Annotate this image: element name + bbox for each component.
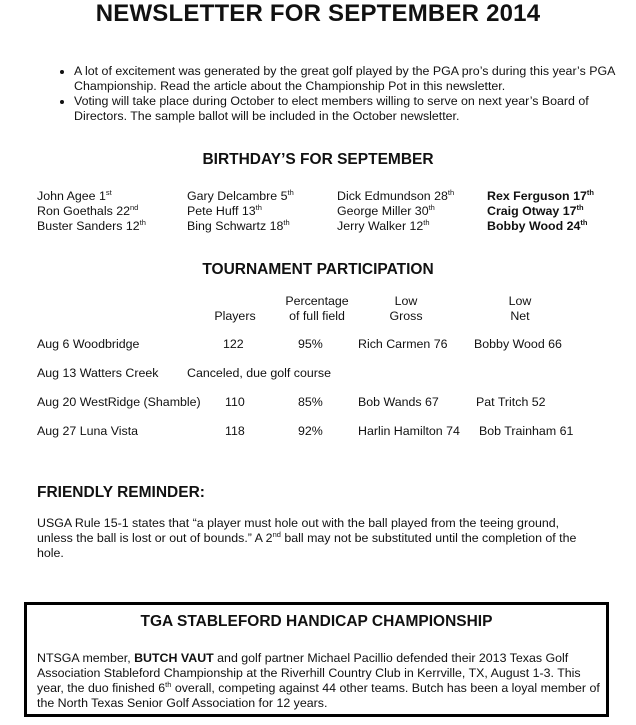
birthday-column-bold [487, 189, 594, 234]
reminder-heading: FRIENDLY REMINDER: [37, 484, 205, 501]
birthday-column [187, 189, 294, 234]
birthday-column [37, 189, 146, 234]
championship-heading: TGA STABLEFORD HANDICAP CHAMPIONSHIP [140, 613, 493, 630]
header-low-gross: Low Gross [389, 294, 423, 323]
low-gross: Rich Carmen 76 [358, 337, 448, 351]
championship-text: NTSGA member, BUTCH VAUT and golf partner Michael Pacillio defended their 2013 Texas Golf Association Stableford Championship at the Riverhill Country Club in Kerrville, TX, August 1-3. This year, the duo finished 6th overall, competing against 44 other teams. Butch has been a loyal member of the North Texas Senior Golf Association for 12 years. [37, 651, 600, 710]
low-gross: Harlin Hamilton 74 [358, 424, 460, 438]
event-name: Aug 6 Woodbridge [37, 337, 140, 351]
birthday-entry: Ron Goethals 22nd [37, 202, 139, 218]
players-count: 122 [223, 337, 244, 351]
field-percentage: 85% [298, 395, 323, 409]
field-percentage: 92% [298, 424, 323, 438]
header-low-net: Low Net [508, 294, 532, 323]
birthday-entry: Pete Huff 13th [187, 202, 262, 218]
birthday-entry: Jerry Walker 12th [337, 217, 430, 233]
birthday-entry: Bobby Wood 24th [487, 217, 588, 233]
event-name: Aug 13 Watters Creek [37, 366, 159, 380]
birthday-entry: George Miller 30th [337, 202, 435, 218]
birthday-column [337, 189, 454, 234]
reminder-text: USGA Rule 15-1 states that “a player must hole out with the ball played from the teeing ground, unless the ball is lost or out of bounds.” A 2nd ball may not be substituted until the completion of the hole. [37, 516, 577, 560]
birthdays-heading: BIRTHDAY’S FOR SEPTEMBER [202, 151, 434, 168]
low-net: Bobby Wood 66 [474, 337, 562, 351]
event-name: Aug 27 Luna Vista [37, 424, 139, 438]
event-name: Aug 20 WestRidge (Shamble) [37, 395, 201, 409]
announcement-list [58, 64, 622, 124]
announcement-item: • Voting will take place during October to elect members willing to serve on next year’s Board of Directors. The sample ballot will be included in the October newsletter. [74, 94, 622, 124]
birthday-entry: Dick Edmundson 28th [337, 187, 455, 203]
field-percentage: 95% [298, 337, 323, 351]
birthday-entry: Rex Ferguson 17th [487, 187, 594, 203]
newsletter-title: NEWSLETTER FOR SEPTEMBER 2014 [95, 0, 541, 27]
event-note: Canceled, due golf course [187, 366, 331, 380]
announcement-item: • A lot of excitement was generated by the great golf played by the PGA pro’s during this year’s PGA Championship. Read the article about the Championship Pot in this newsletter. [74, 64, 622, 94]
header-players: Players [214, 309, 256, 323]
birthday-entry: Gary Delcambre 5th [187, 187, 294, 203]
players-count: 110 [225, 395, 245, 409]
championship-box [24, 602, 609, 717]
birthday-entry: Craig Otway 17th [487, 202, 584, 218]
tournament-heading: TOURNAMENT PARTICIPATION [202, 261, 434, 278]
low-net: Pat Tritch 52 [476, 395, 546, 409]
birthday-entry: John Agee 1st [37, 187, 112, 203]
players-count: 118 [225, 424, 245, 438]
low-gross: Bob Wands 67 [358, 395, 439, 409]
birthday-entry: Buster Sanders 12th [37, 217, 146, 233]
low-net: Bob Trainham 61 [479, 424, 574, 438]
header-percentage: Percentage of full field [285, 294, 349, 323]
birthday-entry: Bing Schwartz 18th [187, 217, 290, 233]
